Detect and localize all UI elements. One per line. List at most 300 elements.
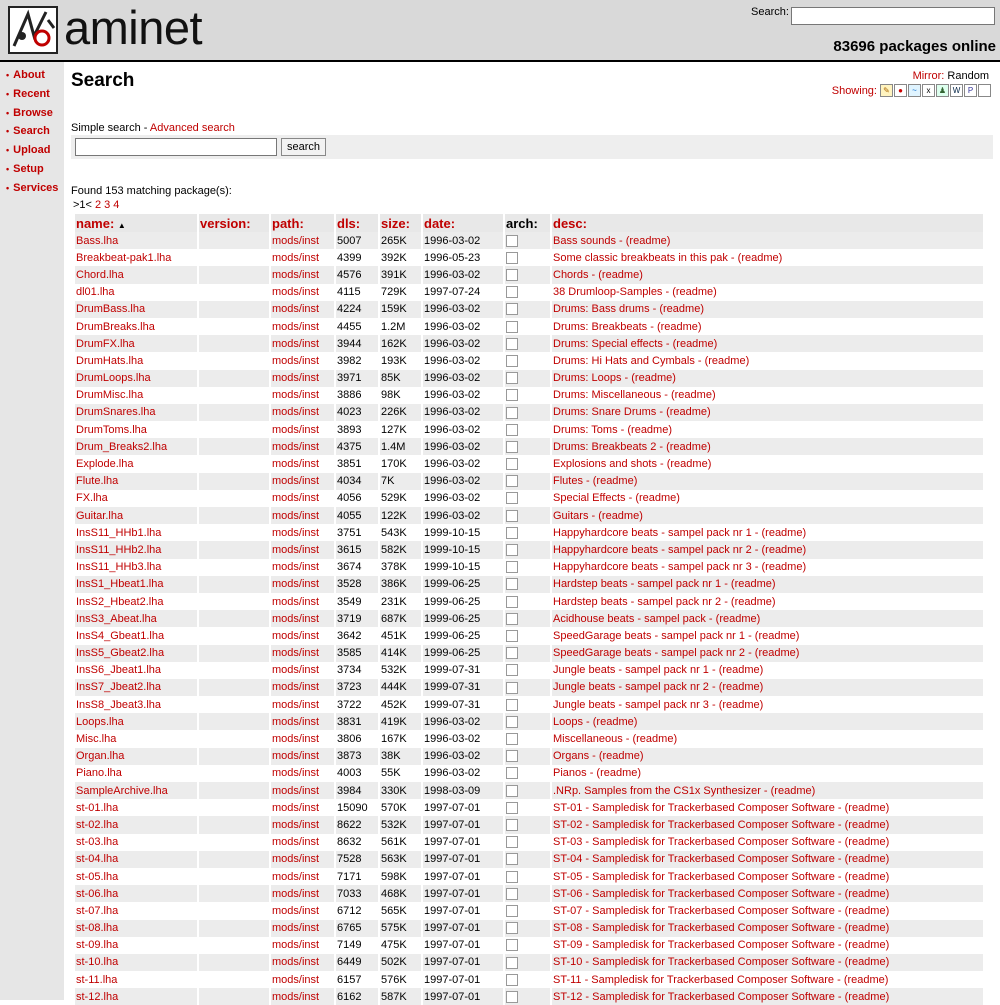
path-link[interactable]: mods/inst bbox=[272, 251, 320, 264]
cell-arch bbox=[505, 816, 550, 833]
desc-separator: - bbox=[647, 320, 657, 333]
arch-checkbox[interactable] bbox=[506, 286, 518, 298]
cell-dls: 4375 bbox=[336, 438, 378, 455]
readme-link[interactable]: (readme) bbox=[844, 818, 890, 831]
arch-checkbox[interactable] bbox=[506, 475, 518, 487]
package-link[interactable]: st-03.lha bbox=[76, 836, 119, 849]
path-link[interactable]: mods/inst bbox=[272, 664, 320, 677]
arch-checkbox[interactable] bbox=[506, 888, 518, 900]
path-link[interactable]: mods/inst bbox=[272, 715, 320, 728]
package-link[interactable]: InsS5_Gbeat2.lha bbox=[76, 647, 165, 660]
desc-link[interactable]: Special Effects bbox=[553, 492, 626, 505]
package-link[interactable]: Chord.lha bbox=[76, 268, 124, 281]
page-link-4[interactable]: 4 bbox=[113, 199, 120, 211]
package-link[interactable]: DrumMisc.lha bbox=[76, 389, 144, 402]
site-logo-text[interactable]: aminet bbox=[64, 1, 203, 54]
desc-link[interactable]: ST-08 - Sampledisk for Trackerbased Composer Software bbox=[553, 922, 835, 935]
readme-link[interactable]: (readme) bbox=[843, 973, 889, 986]
desc-link[interactable]: Chords bbox=[553, 268, 589, 281]
package-link[interactable]: InsS4_Gbeat1.lha bbox=[76, 629, 165, 642]
arch-checkbox[interactable] bbox=[506, 492, 518, 504]
desc-link[interactable]: ST-06 - Sampledisk for Trackerbased Composer Software bbox=[553, 887, 835, 900]
readme-link[interactable]: (readme) bbox=[718, 664, 764, 677]
arch-checkbox[interactable] bbox=[506, 544, 518, 556]
arch-checkbox[interactable] bbox=[506, 441, 518, 453]
desc-link[interactable]: Organs bbox=[553, 750, 590, 763]
path-link[interactable]: mods/inst bbox=[272, 406, 320, 419]
readme-link[interactable]: (readme) bbox=[761, 561, 807, 574]
cell-path bbox=[271, 370, 334, 387]
readme-link[interactable]: (readme) bbox=[844, 870, 890, 883]
path-link[interactable]: mods/inst bbox=[272, 922, 320, 935]
desc-link[interactable]: Drums: Loops bbox=[553, 372, 622, 385]
arch-checkbox[interactable] bbox=[506, 235, 518, 247]
desc-link[interactable]: Drums: Miscellaneous bbox=[553, 389, 662, 402]
desc-link[interactable]: Happyhardcore beats - sampel pack nr 2 bbox=[553, 543, 752, 556]
readme-link[interactable]: (readme) bbox=[592, 475, 638, 488]
ball-icon[interactable]: ● bbox=[894, 84, 907, 97]
readme-link[interactable]: (readme) bbox=[656, 320, 702, 333]
sort-ascending-icon[interactable]: ▲ bbox=[117, 220, 126, 230]
package-link[interactable]: InsS11_HHb2.lha bbox=[76, 543, 162, 556]
package-link[interactable]: Breakbeat-pak1.lha bbox=[76, 251, 172, 264]
package-link[interactable]: DrumToms.lha bbox=[76, 423, 147, 436]
path-link[interactable]: mods/inst bbox=[272, 337, 320, 350]
arch-checkbox[interactable] bbox=[506, 974, 518, 986]
package-link[interactable]: st-07.lha bbox=[76, 904, 119, 917]
wave-icon[interactable]: ~ bbox=[908, 84, 921, 97]
cell-size: 127K bbox=[380, 421, 421, 438]
arch-checkbox[interactable] bbox=[506, 389, 518, 401]
desc-link[interactable]: Bass sounds bbox=[553, 234, 616, 247]
package-link[interactable]: InsS11_HHb3.lha bbox=[76, 561, 162, 574]
path-link[interactable]: mods/inst bbox=[272, 268, 320, 281]
package-link[interactable]: DrumHats.lha bbox=[76, 354, 144, 367]
package-link[interactable]: Bass.lha bbox=[76, 234, 119, 247]
package-link[interactable]: InsS11_HHb1.lha bbox=[76, 526, 162, 539]
readme-link[interactable]: (readme) bbox=[625, 234, 671, 247]
cell-size: 419K bbox=[380, 713, 421, 730]
readme-link[interactable]: (readme) bbox=[844, 956, 890, 969]
package-link[interactable]: st-12.lha bbox=[76, 990, 119, 1003]
desc-link[interactable]: Drums: Bass drums bbox=[553, 303, 650, 316]
package-link[interactable]: DrumSnares.lha bbox=[76, 406, 156, 419]
arch-checkbox[interactable] bbox=[506, 682, 518, 694]
cell-arch bbox=[505, 438, 550, 455]
path-link[interactable]: mods/inst bbox=[272, 286, 320, 299]
cell-arch bbox=[505, 507, 550, 524]
desc-separator: - bbox=[708, 698, 719, 711]
package-link[interactable]: st-02.lha bbox=[76, 818, 119, 831]
path-link[interactable]: mods/inst bbox=[272, 561, 320, 574]
package-link[interactable]: InsS1_Hbeat1.lha bbox=[76, 578, 164, 591]
package-link[interactable]: st-09.lha bbox=[76, 939, 119, 952]
package-link[interactable]: Explode.lha bbox=[76, 458, 134, 471]
col-header-path[interactable]: path: bbox=[271, 214, 334, 232]
path-link[interactable]: mods/inst bbox=[272, 904, 320, 917]
arch-checkbox[interactable] bbox=[506, 561, 518, 573]
desc-link[interactable]: ST-12 - Sampledisk for Trackerbased Composer Software bbox=[553, 990, 835, 1003]
path-link[interactable]: mods/inst bbox=[272, 595, 320, 608]
package-link[interactable]: FX.lha bbox=[76, 492, 108, 505]
path-link[interactable]: mods/inst bbox=[272, 698, 320, 711]
cell-desc bbox=[552, 404, 983, 421]
arch-checkbox[interactable] bbox=[506, 853, 518, 865]
col-header-date[interactable]: date: bbox=[423, 214, 503, 232]
path-link[interactable]: mods/inst bbox=[272, 389, 320, 402]
sidebar-item-label[interactable]: Upload bbox=[13, 144, 51, 157]
desc-link[interactable]: ST-03 - Sampledisk for Trackerbased Composer Software bbox=[553, 836, 835, 849]
col-header-name[interactable]: name: ▲ bbox=[75, 214, 197, 232]
package-link[interactable]: Misc.lha bbox=[76, 733, 117, 746]
readme-link[interactable]: (readme) bbox=[844, 853, 890, 866]
path-link[interactable]: mods/inst bbox=[272, 733, 320, 746]
blank-icon[interactable] bbox=[978, 84, 991, 97]
desc-link[interactable]: ST-11 - Sampledisk for Trackerbased Composer Software bbox=[553, 973, 835, 986]
arch-checkbox[interactable] bbox=[506, 527, 518, 539]
arch-checkbox[interactable] bbox=[506, 269, 518, 281]
sidebar-item-about[interactable] bbox=[0, 66, 64, 85]
readme-link[interactable]: (readme) bbox=[598, 509, 643, 522]
arch-checkbox[interactable] bbox=[506, 785, 518, 797]
readme-link[interactable]: (readme) bbox=[844, 836, 890, 849]
readme-link[interactable]: (readme) bbox=[754, 629, 800, 642]
arch-checkbox[interactable] bbox=[506, 905, 518, 917]
package-link[interactable]: SampleArchive.lha bbox=[76, 784, 168, 797]
path-link[interactable]: mods/inst bbox=[272, 320, 320, 333]
readme-link[interactable]: (readme) bbox=[598, 750, 644, 763]
readme-link[interactable]: (readme) bbox=[598, 268, 643, 281]
col-header-dls[interactable]: dls: bbox=[336, 214, 378, 232]
sidebar-item-label[interactable]: Setup bbox=[13, 162, 44, 175]
desc-link[interactable]: Happyhardcore beats - sampel pack nr 3 bbox=[553, 561, 752, 574]
notepad-icon[interactable]: ✎ bbox=[880, 84, 893, 97]
arch-checkbox[interactable] bbox=[506, 458, 518, 470]
package-link[interactable]: Organ.lha bbox=[76, 750, 125, 763]
sidebar-item-label[interactable]: About bbox=[13, 69, 45, 81]
desc-link[interactable]: Jungle beats - sampel pack nr 2 bbox=[553, 681, 709, 694]
readme-link[interactable]: (readme) bbox=[666, 440, 711, 453]
desc-link[interactable]: ST-01 - Sampledisk for Trackerbased Composer Software bbox=[553, 801, 835, 814]
package-link[interactable]: DrumBass.lha bbox=[76, 303, 146, 316]
readme-link[interactable]: (readme) bbox=[632, 733, 678, 746]
search-mode-links bbox=[71, 122, 235, 134]
sidebar-item-search[interactable] bbox=[0, 122, 64, 141]
cell-size: 7K bbox=[380, 473, 421, 490]
col-header-size[interactable]: size: bbox=[380, 214, 421, 232]
arch-checkbox[interactable] bbox=[506, 699, 518, 711]
path-link[interactable]: mods/inst bbox=[272, 234, 320, 247]
package-link[interactable]: st-01.lha bbox=[76, 801, 119, 814]
path-link[interactable]: mods/inst bbox=[272, 870, 320, 883]
readme-link[interactable]: (readme) bbox=[730, 578, 776, 591]
readme-link[interactable]: (readme) bbox=[715, 612, 761, 625]
desc-link[interactable]: ST-02 - Sampledisk for Trackerbased Composer Software bbox=[553, 818, 835, 831]
arch-checkbox[interactable] bbox=[506, 372, 518, 384]
cell-path bbox=[271, 730, 334, 747]
desc-link[interactable]: ST-04 - Sampledisk for Trackerbased Composer Software bbox=[553, 853, 835, 866]
cell-size: 414K bbox=[380, 645, 421, 662]
desc-link[interactable]: ST-07 - Sampledisk for Trackerbased Composer Software bbox=[553, 904, 835, 917]
package-link[interactable]: st-04.lha bbox=[76, 853, 119, 866]
desc-link[interactable]: Hardstep beats - sampel pack nr 1 bbox=[553, 578, 722, 591]
arch-checkbox[interactable] bbox=[506, 355, 518, 367]
arch-checkbox[interactable] bbox=[506, 802, 518, 814]
package-link[interactable]: Drum_Breaks2.lha bbox=[76, 440, 168, 453]
path-link[interactable]: mods/inst bbox=[272, 492, 320, 505]
path-link[interactable]: mods/inst bbox=[272, 939, 320, 952]
p-icon[interactable]: P bbox=[964, 84, 977, 97]
package-link[interactable]: Guitar.lha bbox=[76, 509, 124, 522]
cell-version bbox=[199, 559, 269, 576]
arch-checkbox[interactable] bbox=[506, 578, 518, 590]
path-link[interactable]: mods/inst bbox=[272, 750, 320, 763]
cell-arch bbox=[505, 679, 550, 696]
path-link[interactable]: mods/inst bbox=[272, 784, 320, 797]
path-link[interactable]: mods/inst bbox=[272, 973, 320, 986]
arch-checkbox[interactable] bbox=[506, 613, 518, 625]
readme-link[interactable]: (readme) bbox=[670, 389, 716, 402]
path-link[interactable]: mods/inst bbox=[272, 887, 320, 900]
path-link[interactable]: mods/inst bbox=[272, 372, 320, 385]
table-row bbox=[75, 816, 983, 833]
sidebar-item-label[interactable]: Recent bbox=[13, 87, 50, 100]
package-link[interactable]: Loops.lha bbox=[76, 715, 124, 728]
path-link[interactable]: mods/inst bbox=[272, 681, 320, 694]
col-header-version[interactable]: version: bbox=[199, 214, 269, 232]
desc-link[interactable]: Drums: Breakbeats bbox=[553, 320, 648, 333]
desc-link[interactable]: Jungle beats - sampel pack nr 1 bbox=[553, 664, 709, 677]
readme-link[interactable]: (readme) bbox=[770, 784, 816, 797]
desc-link[interactable]: Drums: Special effects bbox=[553, 337, 663, 350]
package-link[interactable]: st-05.lha bbox=[76, 870, 119, 883]
cell-desc bbox=[552, 318, 983, 335]
path-link[interactable]: mods/inst bbox=[272, 612, 320, 625]
package-link[interactable]: InsS7_Jbeat2.lha bbox=[76, 681, 162, 694]
package-link[interactable]: st-06.lha bbox=[76, 887, 119, 900]
readme-link[interactable]: (readme) bbox=[844, 904, 890, 917]
arch-checkbox[interactable] bbox=[506, 733, 518, 745]
cell-desc bbox=[552, 920, 983, 937]
advanced-search-link[interactable]: Advanced search bbox=[149, 122, 235, 134]
sidebar-item-services[interactable] bbox=[0, 179, 64, 198]
table-row bbox=[75, 541, 983, 558]
path-link[interactable]: mods/inst bbox=[272, 801, 320, 814]
desc-link[interactable]: Pianos bbox=[553, 767, 587, 780]
path-link[interactable]: mods/inst bbox=[272, 354, 320, 367]
readme-link[interactable]: (readme) bbox=[844, 887, 890, 900]
readme-link[interactable]: (readme) bbox=[737, 251, 783, 264]
path-link[interactable]: mods/inst bbox=[272, 423, 320, 436]
path-link[interactable]: mods/inst bbox=[272, 818, 320, 831]
path-link[interactable]: mods/inst bbox=[272, 303, 320, 316]
pawn-icon[interactable]: ♟ bbox=[936, 84, 949, 97]
cell-arch bbox=[505, 387, 550, 404]
arch-checkbox[interactable] bbox=[506, 716, 518, 728]
sidebar-item-label[interactable]: Services bbox=[13, 181, 59, 194]
readme-link[interactable]: (readme) bbox=[631, 372, 676, 385]
readme-link[interactable]: (readme) bbox=[672, 286, 717, 299]
package-link[interactable]: InsS3_Abeat.lha bbox=[76, 612, 157, 625]
sidebar-item-setup[interactable] bbox=[0, 160, 64, 179]
package-link[interactable]: InsS8_Jbeat3.lha bbox=[76, 698, 162, 711]
cell-desc bbox=[552, 421, 983, 438]
path-link[interactable]: mods/inst bbox=[272, 475, 320, 488]
page-link-2[interactable]: 2 bbox=[94, 199, 102, 211]
cell-dls: 3723 bbox=[336, 679, 378, 696]
sidebar-item-browse[interactable] bbox=[0, 104, 64, 123]
desc-link[interactable]: ST-05 - Sampledisk for Trackerbased Composer Software bbox=[553, 870, 835, 883]
search-input[interactable] bbox=[75, 138, 277, 156]
path-link[interactable]: mods/inst bbox=[272, 543, 320, 556]
path-link[interactable]: mods/inst bbox=[272, 629, 320, 642]
desc-link[interactable]: Explosions and shots bbox=[553, 458, 657, 471]
path-link[interactable]: mods/inst bbox=[272, 578, 320, 591]
readme-link[interactable]: (readme) bbox=[844, 801, 890, 814]
desc-link[interactable]: ST-10 - Sampledisk for Trackerbased Composer Software bbox=[553, 956, 835, 969]
cell-date: 1997-07-01 bbox=[423, 902, 503, 919]
desc-link[interactable]: ST-09 - Sampledisk for Trackerbased Composer Software bbox=[553, 939, 835, 952]
readme-link[interactable]: (readme) bbox=[596, 767, 642, 780]
arch-checkbox[interactable] bbox=[506, 819, 518, 831]
path-link[interactable]: mods/inst bbox=[272, 458, 320, 471]
package-link[interactable]: DrumFX.lha bbox=[76, 337, 135, 350]
desc-separator: - bbox=[834, 870, 845, 883]
cell-desc bbox=[552, 902, 983, 919]
page-link-3[interactable]: 3 bbox=[104, 199, 111, 211]
cell-dls: 3982 bbox=[336, 352, 378, 369]
desc-link[interactable]: Loops bbox=[553, 715, 583, 728]
readme-link[interactable]: (readme) bbox=[672, 337, 718, 350]
arch-checkbox[interactable] bbox=[506, 252, 518, 264]
arch-checkbox[interactable] bbox=[506, 957, 518, 969]
path-link[interactable]: mods/inst bbox=[272, 767, 320, 780]
readme-link[interactable]: (readme) bbox=[754, 647, 800, 660]
readme-link[interactable]: (readme) bbox=[718, 681, 764, 694]
w-icon[interactable]: W bbox=[950, 84, 963, 97]
arch-checkbox[interactable] bbox=[506, 664, 518, 676]
cell-version bbox=[199, 782, 269, 799]
desc-link[interactable]: Guitars bbox=[553, 509, 589, 522]
package-link[interactable]: DrumLoops.lha bbox=[76, 372, 151, 385]
desc-link[interactable]: Flutes bbox=[553, 475, 583, 488]
mirror-label[interactable]: Mirror: bbox=[912, 70, 945, 82]
readme-link[interactable]: (readme) bbox=[592, 715, 638, 728]
arch-checkbox[interactable] bbox=[506, 750, 518, 762]
desc-link[interactable]: SpeedGarage beats - sampel pack nr 2 bbox=[553, 647, 746, 660]
readme-link[interactable]: (readme) bbox=[718, 698, 764, 711]
x-icon[interactable]: x bbox=[922, 84, 935, 97]
package-link[interactable]: Flute.lha bbox=[76, 475, 119, 488]
readme-link[interactable]: (readme) bbox=[635, 492, 680, 505]
path-link[interactable]: mods/inst bbox=[272, 956, 320, 969]
desc-link[interactable]: Drums: Toms bbox=[553, 423, 618, 436]
desc-link[interactable]: Drums: Breakbeats 2 bbox=[553, 440, 657, 453]
sidebar-item-label[interactable]: Browse bbox=[13, 106, 53, 119]
arch-checkbox[interactable] bbox=[506, 647, 518, 659]
search-button[interactable]: search bbox=[281, 138, 326, 156]
arch-checkbox[interactable] bbox=[506, 303, 518, 315]
desc-link[interactable]: Drums: Hi Hats and Cymbals bbox=[553, 354, 695, 367]
package-link[interactable]: InsS6_Jbeat1.lha bbox=[76, 664, 162, 677]
sidebar-item-label[interactable]: Search bbox=[13, 125, 50, 138]
readme-link[interactable]: (readme) bbox=[844, 990, 890, 1003]
path-link[interactable]: mods/inst bbox=[272, 440, 320, 453]
readme-link[interactable]: (readme) bbox=[659, 303, 704, 316]
path-link[interactable]: mods/inst bbox=[272, 836, 320, 849]
package-link[interactable]: dl01.lha bbox=[76, 286, 115, 299]
package-link[interactable]: st-10.lha bbox=[76, 956, 119, 969]
cell-arch bbox=[505, 370, 550, 387]
cell-version bbox=[199, 885, 269, 902]
path-link[interactable]: mods/inst bbox=[272, 509, 320, 522]
arch-checkbox[interactable] bbox=[506, 407, 518, 419]
readme-link[interactable]: (readme) bbox=[844, 922, 890, 935]
cell-date: 1997-07-01 bbox=[423, 920, 503, 937]
desc-link[interactable]: Miscellaneous bbox=[553, 733, 623, 746]
arch-checkbox[interactable] bbox=[506, 939, 518, 951]
showing-label[interactable]: Showing: bbox=[831, 84, 877, 97]
desc-link[interactable]: SpeedGarage beats - sampel pack nr 1 bbox=[553, 629, 746, 642]
arch-checkbox[interactable] bbox=[506, 871, 518, 883]
package-link[interactable]: st-11.lha bbox=[76, 973, 118, 986]
col-header-desc[interactable]: desc: bbox=[552, 214, 983, 232]
package-link[interactable]: DrumBreaks.lha bbox=[76, 320, 155, 333]
readme-link[interactable]: (readme) bbox=[666, 458, 712, 471]
arch-checkbox[interactable] bbox=[506, 767, 518, 779]
desc-link[interactable]: Hardstep beats - sampel pack nr 2 bbox=[553, 595, 722, 608]
readme-link[interactable]: (readme) bbox=[761, 543, 807, 556]
arch-checkbox[interactable] bbox=[506, 922, 518, 934]
desc-link[interactable]: Happyhardcore beats - sampel pack nr 1 bbox=[553, 526, 752, 539]
desc-link[interactable]: Drums: Snare Drums bbox=[553, 406, 657, 419]
arch-checkbox[interactable] bbox=[506, 836, 518, 848]
arch-checkbox[interactable] bbox=[506, 991, 518, 1003]
package-link[interactable]: Piano.lha bbox=[76, 767, 122, 780]
package-link[interactable]: InsS2_Hbeat2.lha bbox=[76, 595, 164, 608]
sidebar-item-recent[interactable] bbox=[0, 85, 64, 104]
aminet-logo-icon[interactable] bbox=[8, 6, 58, 54]
desc-link[interactable]: Jungle beats - sampel pack nr 3 bbox=[553, 698, 709, 711]
desc-link[interactable]: 38 Drumloop-Samples bbox=[553, 286, 663, 299]
desc-link[interactable]: Some classic breakbeats in this pak bbox=[553, 251, 728, 264]
path-link[interactable]: mods/inst bbox=[272, 990, 320, 1003]
path-link[interactable]: mods/inst bbox=[272, 853, 320, 866]
header-search-input[interactable] bbox=[791, 7, 995, 25]
package-link[interactable]: st-08.lha bbox=[76, 922, 119, 935]
arch-checkbox[interactable] bbox=[506, 321, 518, 333]
arch-checkbox[interactable] bbox=[506, 338, 518, 350]
desc-link[interactable]: Acidhouse beats - sampel pack bbox=[553, 612, 706, 625]
readme-link[interactable]: (readme) bbox=[761, 526, 807, 539]
sidebar-item-upload[interactable] bbox=[0, 141, 64, 160]
arch-checkbox[interactable] bbox=[506, 596, 518, 608]
path-link[interactable]: mods/inst bbox=[272, 647, 320, 660]
path-link[interactable]: mods/inst bbox=[272, 526, 320, 539]
arch-checkbox[interactable] bbox=[506, 630, 518, 642]
arch-checkbox[interactable] bbox=[506, 510, 518, 522]
table-row bbox=[75, 284, 983, 301]
readme-link[interactable]: (readme) bbox=[627, 423, 672, 436]
cell-arch bbox=[505, 662, 550, 679]
readme-link[interactable]: (readme) bbox=[730, 595, 776, 608]
readme-link[interactable]: (readme) bbox=[666, 406, 711, 419]
cell-path bbox=[271, 868, 334, 885]
readme-link[interactable]: (readme) bbox=[844, 939, 890, 952]
desc-link[interactable]: .NRp. Samples from the CS1x Synthesizer bbox=[553, 784, 761, 797]
readme-link[interactable]: (readme) bbox=[704, 354, 750, 367]
arch-checkbox[interactable] bbox=[506, 424, 518, 436]
